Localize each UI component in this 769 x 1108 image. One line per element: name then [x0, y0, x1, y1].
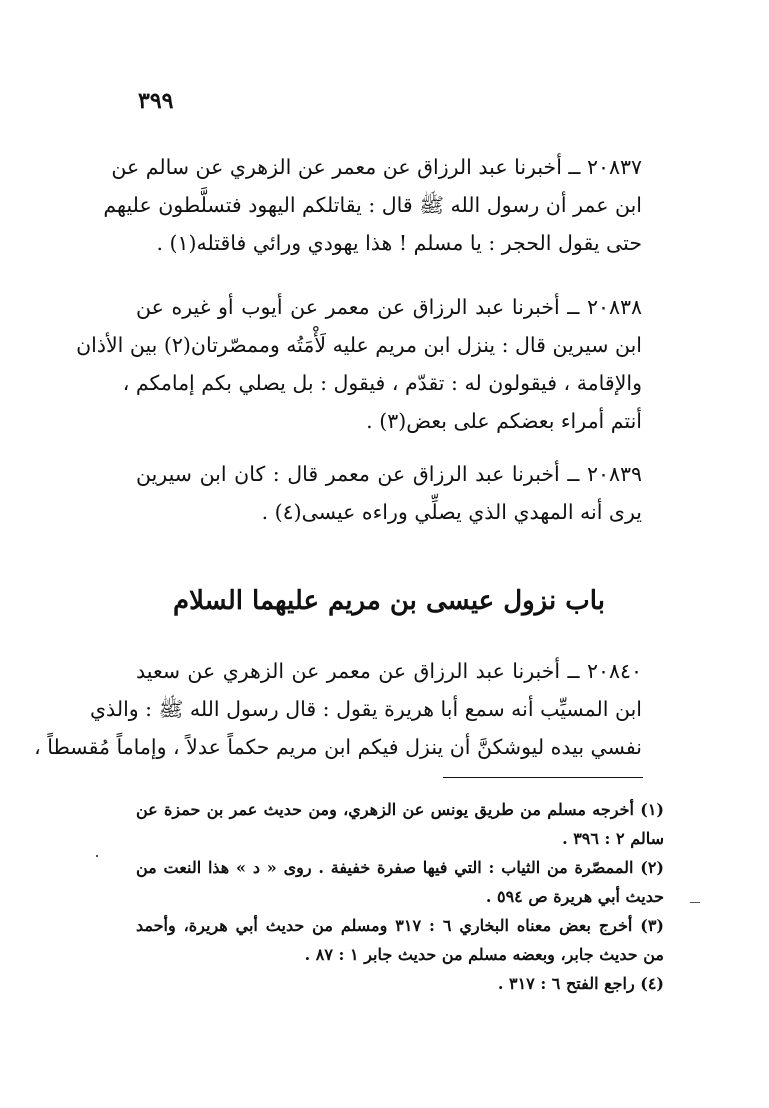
footnote-line: من حديث جابر، وبعضه مسلم من حديث جابر ١ : ٨٧ .	[304, 945, 664, 964]
hadith-line: ٢٠٨٣٧ ــ أخبرنا عبد الرزاق عن معمر عن الزهري عن سالم عن	[111, 155, 642, 179]
footnotes	[136, 795, 664, 998]
scan-speck	[96, 855, 98, 857]
footnote-line: (٣) أخرج بعض معناه البخاري ٦ : ٣١٧ ومسلم من حديث أبي هريرة، وأحمد	[136, 916, 664, 935]
hadith-line: نفسي بيده ليوشكنَّ أن ينزل فيكم ابن مريم حكماً عدلاً ، وإماماً مُقسطاً ،	[34, 735, 642, 759]
hadith-line: والإقامة ، فيقولون له : تقدّم ، فيقول : بل يصلي بكم إمامكم ،	[122, 371, 642, 395]
footnote-4	[136, 969, 664, 998]
footnote-line: (٤) راجع الفتح ٦ : ٣١٧ .	[497, 974, 664, 993]
hadith-line: أنتم أمراء بعضكم على بعض(٣) .	[366, 409, 642, 433]
page-number: ٣٩٩	[138, 88, 174, 114]
scan-speck	[690, 902, 700, 903]
hadith-line: ابن المسيِّب أنه سمع أبا هريرة يقول : قال رسول الله ﷺ : والذي	[90, 697, 642, 721]
hadith-20839	[136, 455, 642, 531]
footnote-divider	[443, 777, 643, 778]
hadith-20838	[76, 288, 642, 440]
hadith-20837	[103, 148, 642, 262]
footnote-line: (١) أخرجه مسلم من طريق يونس عن الزهري، ومن حديث عمر بن حمزة عن	[136, 800, 664, 819]
hadith-line: ابن سيرين قال : ينزل ابن مريم عليه لَأْمَتُه وممصّرتان(٢) بين الأذان	[76, 333, 642, 357]
footnote-line: (٢) الممصّرة من الثياب : التي فيها صفرة خفيفة . روى « د » هذا النعت من	[136, 858, 664, 877]
footnote-3	[136, 911, 664, 969]
footnote-line: حديث أبي هريرة ص ٥٩٤ .	[485, 887, 664, 906]
footnote-1	[136, 795, 664, 853]
chapter-heading: باب نزول عيسى بن مريم عليهما السلام	[173, 586, 605, 616]
hadith-line: حتى يقول الحجر : يا مسلم ! هذا يهودي ورائي فاقتله(١) .	[156, 231, 642, 255]
footnote-2	[136, 853, 664, 911]
footnote-line: سالم ٢ : ٣٩٦ .	[562, 829, 664, 848]
hadith-line: يرى أنه المهدي الذي يصلِّي وراءه عيسى(٤) .	[261, 500, 642, 524]
hadith-20840	[34, 652, 642, 766]
hadith-line: ٢٠٨٣٩ ــ أخبرنا عبد الرزاق عن معمر قال : كان ابن سيرين	[136, 462, 642, 486]
hadith-line: ٢٠٨٤٠ ــ أخبرنا عبد الرزاق عن معمر عن الزهري عن سعيد	[136, 659, 642, 683]
hadith-line: ٢٠٨٣٨ ــ أخبرنا عبد الرزاق عن معمر عن أيوب أو غيره عن	[136, 295, 642, 319]
hadith-line: ابن عمر أن رسول الله ﷺ قال : يقاتلكم اليهود فتسلَّطون عليهم	[103, 193, 642, 217]
